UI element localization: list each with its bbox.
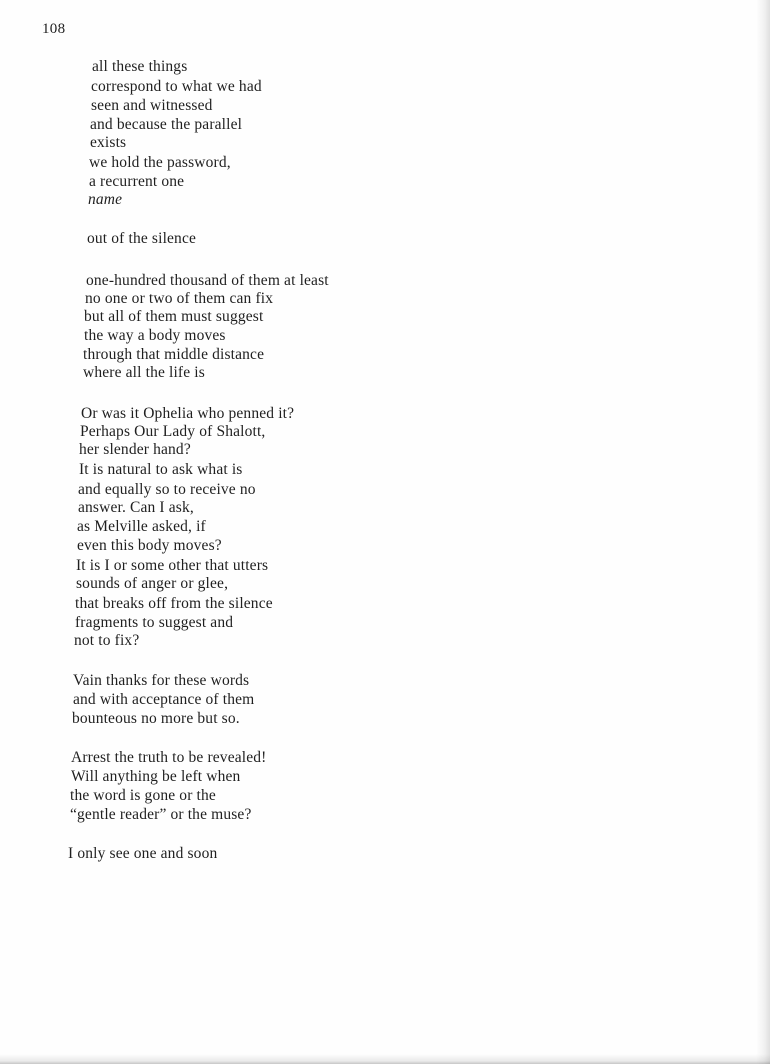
poem-line: we hold the password, — [89, 154, 231, 171]
poem-line: not to fix? — [74, 632, 140, 649]
poem-line: answer. Can I ask, — [78, 499, 194, 516]
poem-line: a recurrent one — [89, 173, 185, 190]
page-bottom-edge — [0, 1054, 770, 1064]
poem-line: and with acceptance of them — [73, 691, 255, 708]
poem-line: sounds of anger or glee, — [76, 575, 229, 592]
poem-line: out of the silence — [87, 230, 197, 247]
poem-line: but all of them must suggest — [84, 308, 264, 325]
poem-line: one-hundred thousand of them at least — [86, 272, 329, 289]
poem-line: no one or two of them can fix — [85, 290, 274, 307]
poem-line: Will anything be left when — [71, 768, 241, 785]
poem-line-italic: name — [88, 191, 123, 208]
poem-line: and because the parallel — [90, 116, 243, 133]
poem-line: through that middle distance — [83, 346, 265, 363]
poem-line: correspond to what we had — [91, 78, 262, 95]
poem-line: “gentle reader” or the muse? — [70, 806, 252, 823]
poem-line: Vain thanks for these words — [73, 672, 250, 689]
poem-line: the word is gone or the — [70, 787, 216, 804]
poem-line: that breaks off from the silence — [75, 595, 273, 612]
poem-line: I only see one and soon — [68, 845, 218, 862]
page-gutter-shadow — [756, 0, 770, 1064]
poem-line: even this body moves? — [77, 537, 222, 554]
poem-line: and equally so to receive no — [78, 481, 256, 498]
poem-line: all these things — [92, 58, 188, 75]
poem-line: exists — [90, 134, 127, 151]
page-number: 108 — [42, 21, 66, 37]
poem-line: Perhaps Our Lady of Shalott, — [80, 423, 266, 440]
poem-line: bounteous no more but so. — [72, 710, 240, 727]
poem-line: seen and witnessed — [91, 97, 213, 114]
poem-line: as Melville asked, if — [77, 518, 206, 535]
poem-line: her slender hand? — [79, 441, 191, 458]
poem-line: Arrest the truth to be revealed! — [71, 749, 267, 766]
poem-line: fragments to suggest and — [75, 614, 234, 631]
poem-line: It is I or some other that utters — [76, 557, 269, 574]
poem-line: the way a body moves — [84, 327, 226, 344]
poem-line: It is natural to ask what is — [79, 461, 243, 478]
poem-line: Or was it Ophelia who penned it? — [81, 405, 295, 422]
poem-line: where all the life is — [83, 364, 205, 381]
